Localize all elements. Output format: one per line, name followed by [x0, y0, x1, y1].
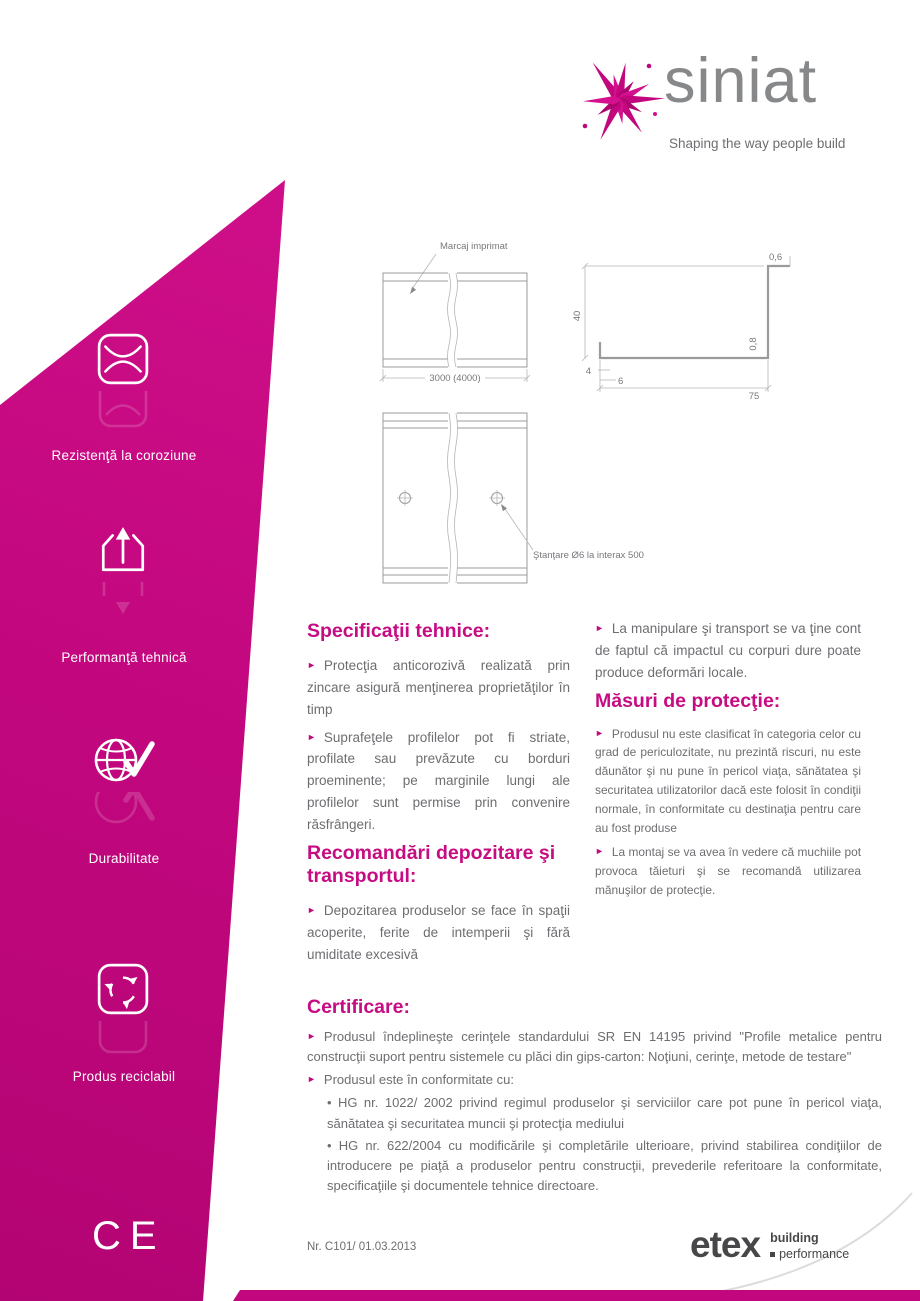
bullet-arrow-icon: ► — [307, 904, 316, 915]
technical-performance-icon-reflection — [96, 582, 150, 618]
brand-tagline: Shaping the way people build — [669, 136, 846, 151]
siniat-star-icon — [573, 44, 669, 156]
sidebar-item-recyclable — [96, 962, 150, 1055]
durability-icon-reflection — [92, 792, 156, 828]
dim-thk-bottom: 0,8 — [748, 337, 759, 351]
column-right — [595, 618, 861, 906]
corrosion-resistance-icon-reflection — [96, 391, 150, 429]
sub-bullet-item: • HG nr. 622/2004 cu modificările şi completările ulterioare, privind stabilirea condiţiilor de introducere pe piaţă a produselor pentru construcţii, prevederile referitoare la conformitate, specificaţiile şi documentele tehnice directoare. — [327, 1137, 882, 1193]
bullet-item: ► Depozitarea produselor se face în spaţii acoperite, ferite de intemperii şi fără umiditate excesivă — [307, 902, 570, 962]
dim-length: 3000 (4000) — [429, 373, 481, 384]
durability-globe-check-icon — [92, 733, 156, 787]
technical-performance-icon — [96, 523, 150, 577]
sidebar-label-corrosion: Rezistenţă la coroziune — [51, 448, 197, 463]
corrosion-resistance-icon — [96, 332, 150, 386]
technical-drawing — [370, 232, 890, 597]
sidebar-label-performance: Performanţă tehnică — [61, 650, 187, 665]
sub-bullet-item: • HG nr. 1022/ 2002 privind regimul produselor şi serviciilor care pot pune în pericol viaţa, sănătatea şi securitatea muncii şi protecţia mediului — [327, 1095, 882, 1131]
drawing-label-stantare: Ştanţare Ø6 la interax 500 — [533, 550, 644, 561]
bullet-arrow-icon: ► — [595, 846, 604, 857]
bullet-item: ► La montaj se va avea în vedere că muchiile pot provoca tăieturi şi se recomandă utilizarea mănuşilor de protecţie. — [595, 845, 861, 897]
bottom-magenta-strip — [233, 1290, 920, 1301]
column-left — [307, 620, 570, 971]
bullet-arrow-icon: ► — [595, 623, 604, 633]
brand-wordmark: siniat — [664, 46, 818, 116]
section-title-storage: Recomandări depozitare şi transportul: — [307, 841, 556, 887]
dim-thk-top: 0,6 — [769, 252, 783, 263]
drawing-label-marcaj: Marcaj imprimat — [440, 241, 508, 252]
bullet-item: ► Produsul nu este clasificat în categoria celor cu grad de periculozitate, nu prezintă riscuri, nu este dăunător şi nu pune în pericol viaţa, sănătatea şi securitatea utilizatorilor dacă este folosit în condiţii normale, în conformitate cu destinaţia pentru care au fost produse — [595, 726, 861, 835]
bullet-item: ► Protecţia anticorozivă realizată prin zincare asigură menţinerea proprietăţilor în timp — [307, 658, 570, 717]
section-certification — [307, 996, 882, 1198]
sidebar-item-durability — [92, 733, 156, 828]
dim-lip1: 4 — [585, 366, 591, 377]
sidebar-label-recyclable: Produs reciclabil — [72, 1069, 176, 1084]
bullet-item: ► Produsul este în conformitate cu: — [307, 1072, 514, 1088]
bullet-arrow-icon: ► — [307, 1031, 316, 1041]
recyclable-icon — [96, 962, 150, 1016]
dim-lip2: 6 — [618, 376, 624, 387]
etex-wordmark: etex — [690, 1224, 761, 1265]
sidebar-item-performance — [96, 523, 150, 618]
dim-height: 40 — [572, 310, 583, 322]
bullet-item: ► Produsul îndeplineşte cerinţele standardului SR EN 14195 privind "Profile metalice pentru construcţii suport pentru sistemele cu plăci din gips-carton: Noţiuni, cerinţe, metode de testare" — [307, 1029, 882, 1065]
document-number: Nr. C101/ 01.03.2013 — [307, 1241, 417, 1253]
section-title-protection: Măsuri de protecţie: — [595, 689, 781, 712]
etex-sublabel: building performance — [770, 1231, 850, 1261]
bullet-arrow-icon: ► — [307, 660, 316, 670]
section-title-spec: Specificaţii tehnice: — [307, 620, 491, 642]
recyclable-icon-reflection — [96, 1021, 150, 1055]
etex-square-icon — [770, 1252, 775, 1257]
bullet-arrow-icon: ► — [595, 727, 604, 738]
bullet-item: ► La manipulare şi transport se va ţine cont de faptul că impactul cu corpuri dure poate produce deformări locale. — [595, 621, 861, 680]
ce-mark: CE — [92, 1214, 166, 1258]
dim-width: 75 — [748, 391, 760, 402]
sidebar-label-durability: Durabilitate — [88, 851, 160, 866]
bullet-arrow-icon: ► — [307, 1074, 316, 1085]
bullet-arrow-icon: ► — [307, 731, 316, 742]
sidebar-item-corrosion — [96, 332, 150, 429]
bullet-item: ► Suprafeţele profilelor pot fi striate, profilate sau prevăzute cu borduri proeminente; pe marginile lungi ale profilelor sunt permise prin convenire răsfrângeri. — [307, 729, 570, 833]
section-title-certification: Certificare: — [307, 996, 410, 1018]
etex-logo — [690, 1226, 849, 1263]
